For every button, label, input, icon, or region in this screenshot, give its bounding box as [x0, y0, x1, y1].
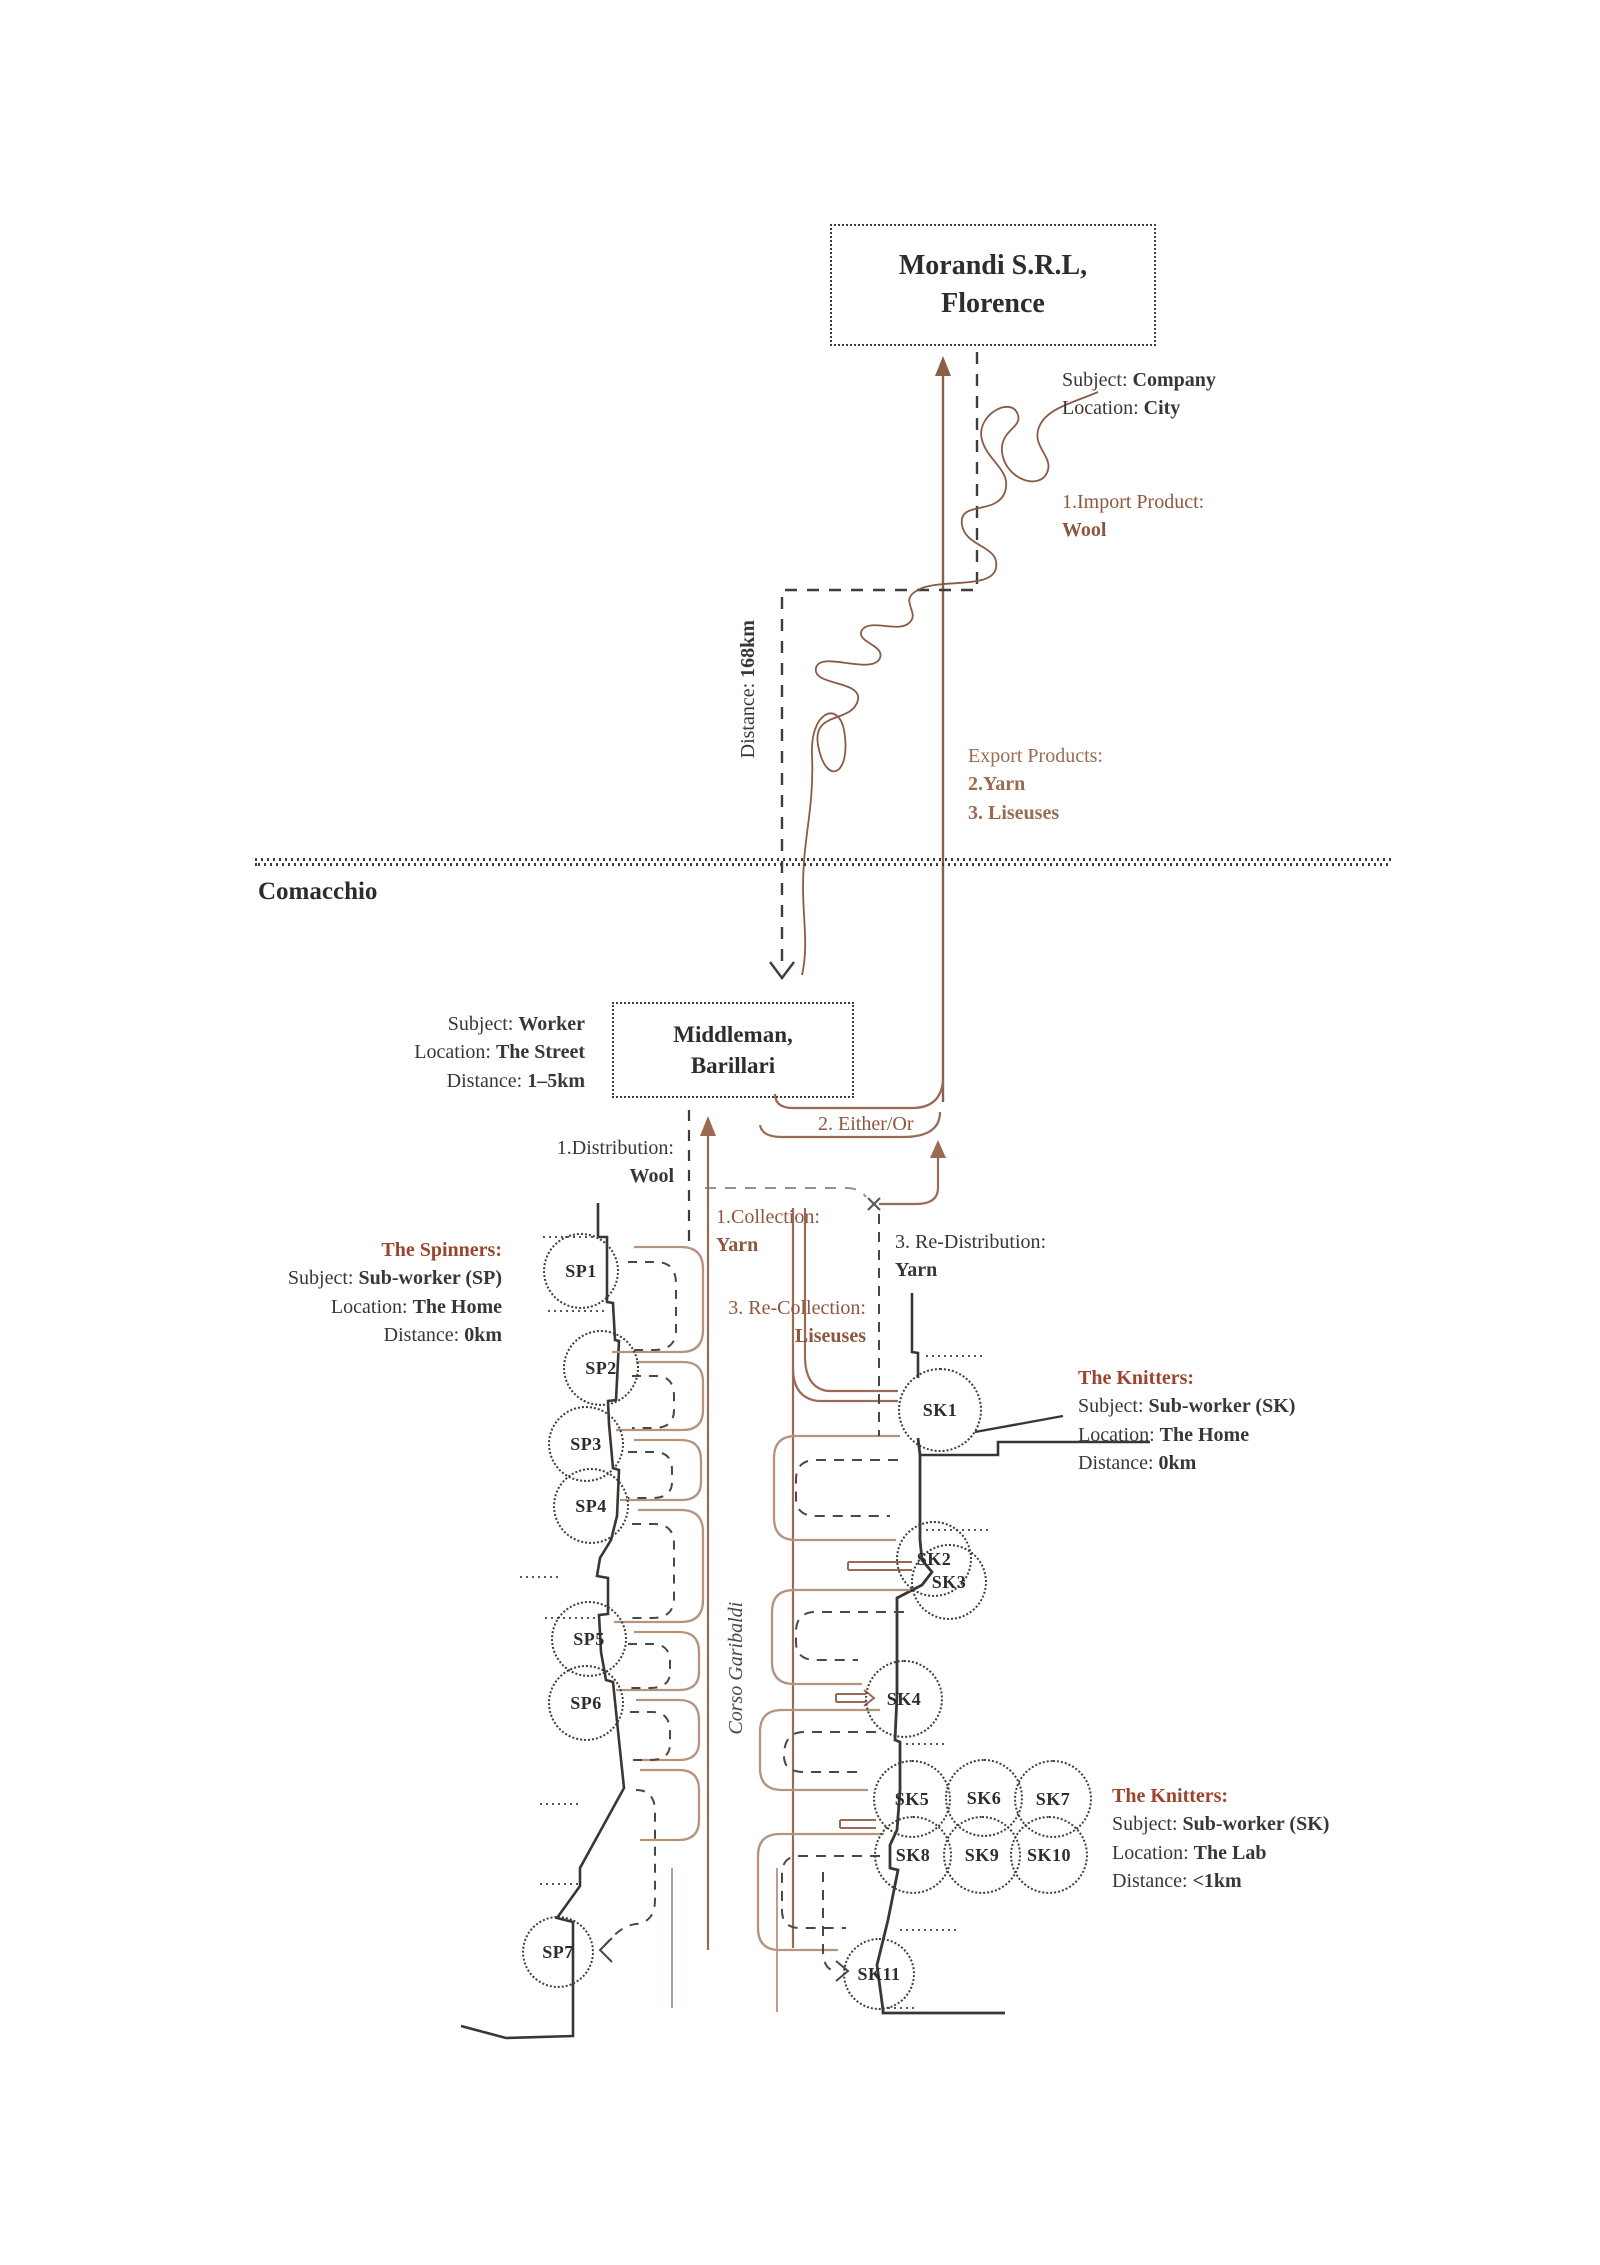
region-label: Comacchio: [258, 878, 378, 905]
node-sk6: SK6: [945, 1759, 1023, 1837]
node-sk3: SK3: [911, 1544, 987, 1620]
up-arrowhead-distribution: [700, 1116, 716, 1136]
wool-thread-squiggle: [802, 392, 1098, 975]
distribution-value: Wool: [629, 1165, 674, 1188]
distance-label: Distance:: [1078, 1452, 1154, 1475]
knitters-lab-title: The Knitters:: [1112, 1785, 1229, 1807]
collection-title: 1.Collection:: [716, 1206, 820, 1228]
node-sk9: SK9: [943, 1816, 1021, 1894]
company-box-title: [899, 247, 1087, 323]
comacchio-boundary-line-2: [255, 863, 1392, 866]
collection-label: [716, 1203, 820, 1260]
distance-label: Distance:: [1112, 1870, 1188, 1893]
up-arrowhead-either-or: [930, 1140, 946, 1158]
export-products-label: [968, 742, 1103, 827]
recollection-value: Liseuses: [794, 1325, 866, 1348]
subject-value: Sub-worker (SK): [1148, 1395, 1296, 1418]
distance-value: 168km: [736, 620, 759, 678]
location-value: The Home: [1159, 1423, 1250, 1446]
node-sk11: SK11: [843, 1938, 915, 2010]
location-value: The Home: [412, 1295, 502, 1318]
export-item-liseuses: 3. Liseuses: [968, 801, 1060, 824]
company-name: Morandi S.R.L,: [898, 250, 1088, 282]
location-label: Location:: [1062, 397, 1139, 420]
knitters-lab-subject-row: [1112, 1810, 1329, 1838]
node-sp2: SP2: [563, 1330, 639, 1406]
down-arrowhead-to-middleman: [770, 962, 794, 978]
node-sk8: SK8: [874, 1816, 952, 1894]
company-city: Florence: [941, 288, 1045, 319]
knitters-home-subject-row: [1078, 1392, 1295, 1420]
company-connectors: [770, 352, 977, 1102]
location-value: The Street: [495, 1041, 585, 1064]
location-label: Location:: [414, 1041, 491, 1064]
node-sk4: SK4: [865, 1660, 943, 1738]
node-sk5: SK5: [873, 1760, 951, 1838]
street-label: Corso Garibaldi: [724, 1601, 747, 1735]
company-info: [1062, 366, 1216, 423]
recollection-title: 3. Re-Collection:: [728, 1297, 866, 1319]
middleman-name: Middleman,: [673, 1021, 793, 1047]
middleman-location-row: [414, 1038, 585, 1066]
middleman-box: [612, 1002, 854, 1098]
distance-value: 0km: [1158, 1452, 1197, 1475]
node-sk2: SK2: [896, 1521, 972, 1597]
distance-note: [734, 589, 762, 789]
knitters-lab-info-block: [1112, 1782, 1329, 1896]
node-sp6: SP6: [548, 1665, 624, 1741]
location-label: Location:: [1112, 1841, 1189, 1864]
middleman-info: [414, 1010, 585, 1095]
node-sp1: SP1: [543, 1233, 619, 1309]
subject-label: Subject:: [287, 1267, 354, 1290]
export-title: Export Products:: [968, 745, 1103, 767]
distance-label: Distance:: [446, 1069, 523, 1092]
either-or-connector: [705, 1080, 946, 1210]
distance-label: Distance:: [736, 682, 759, 759]
subject-label: Subject:: [1078, 1395, 1144, 1418]
knitters-home-info-block: [1078, 1364, 1295, 1478]
node-sk10: SK10: [1010, 1816, 1088, 1894]
subject-value: Sub-worker (SP): [358, 1267, 502, 1290]
comacchio-boundary-line: [255, 858, 1392, 861]
knitters-home-title: The Knitters:: [1078, 1367, 1195, 1389]
spinners-info-block: [288, 1236, 502, 1350]
node-sp3: SP3: [548, 1406, 624, 1482]
distance-label: Distance:: [383, 1324, 460, 1347]
node-sk7: SK7: [1014, 1760, 1092, 1838]
building-outline-slant: [975, 1416, 1063, 1432]
location-value: City: [1143, 397, 1181, 420]
spinners-title: The Spinners:: [381, 1239, 502, 1261]
distribution-label: [557, 1134, 674, 1191]
knitters-lab-distance-row: [1112, 1867, 1329, 1895]
subject-label: Subject:: [1062, 369, 1128, 391]
export-item-yarn: 2.Yarn: [968, 773, 1026, 796]
import-product-label: [1062, 488, 1204, 545]
node-sp4: SP4: [553, 1468, 629, 1544]
company-subject-row: [1062, 366, 1216, 394]
middleman-subject-row: [414, 1010, 585, 1038]
location-value: The Lab: [1193, 1841, 1267, 1864]
location-label: Location:: [330, 1295, 408, 1318]
recollection-label: [728, 1294, 866, 1351]
company-box: [830, 224, 1156, 346]
middleman-surname: Barillari: [690, 1053, 776, 1078]
node-sk1: SK1: [898, 1368, 982, 1452]
node-sp7: SP7: [522, 1916, 594, 1988]
spinners-subject-row: [288, 1264, 502, 1292]
knitters-home-distance-row: [1078, 1449, 1295, 1477]
subject-value: Company: [1132, 369, 1216, 391]
spinner-loops-brown: [612, 1247, 703, 1840]
x-marker: [868, 1198, 880, 1210]
redistribution-label: [895, 1228, 1046, 1285]
spinners-distance-row: [288, 1321, 502, 1349]
distribution-title: 1.Distribution:: [556, 1137, 674, 1159]
import-title: 1.Import Product:: [1062, 491, 1205, 513]
import-value: Wool: [1062, 519, 1107, 542]
location-label: Location:: [1078, 1423, 1155, 1446]
up-arrowhead-to-company: [935, 356, 951, 376]
company-location-row: [1062, 394, 1216, 422]
redistribution-value: Yarn: [895, 1259, 938, 1282]
either-or-label: 2. Either/Or: [818, 1113, 914, 1135]
knitters-home-location-row: [1078, 1421, 1295, 1449]
subject-label: Subject:: [1112, 1813, 1178, 1836]
redistribution-title: 3. Re-Distribution:: [895, 1231, 1047, 1253]
subject-label: Subject:: [447, 1013, 514, 1035]
distance-value: 1–5km: [527, 1069, 585, 1092]
knitters-lab-location-row: [1112, 1839, 1329, 1867]
spinners-location-row: [288, 1293, 502, 1321]
node-sp5: SP5: [551, 1601, 627, 1677]
subject-value: Worker: [518, 1013, 585, 1035]
distance-value: <1km: [1192, 1870, 1242, 1893]
distance-value: 0km: [464, 1324, 502, 1347]
middleman-box-title: [673, 1019, 792, 1081]
subject-value: Sub-worker (SK): [1182, 1813, 1330, 1836]
middleman-distance-row: [414, 1067, 585, 1095]
collection-value: Yarn: [716, 1234, 759, 1257]
arrowhead-into-sp7: [600, 1938, 612, 1962]
